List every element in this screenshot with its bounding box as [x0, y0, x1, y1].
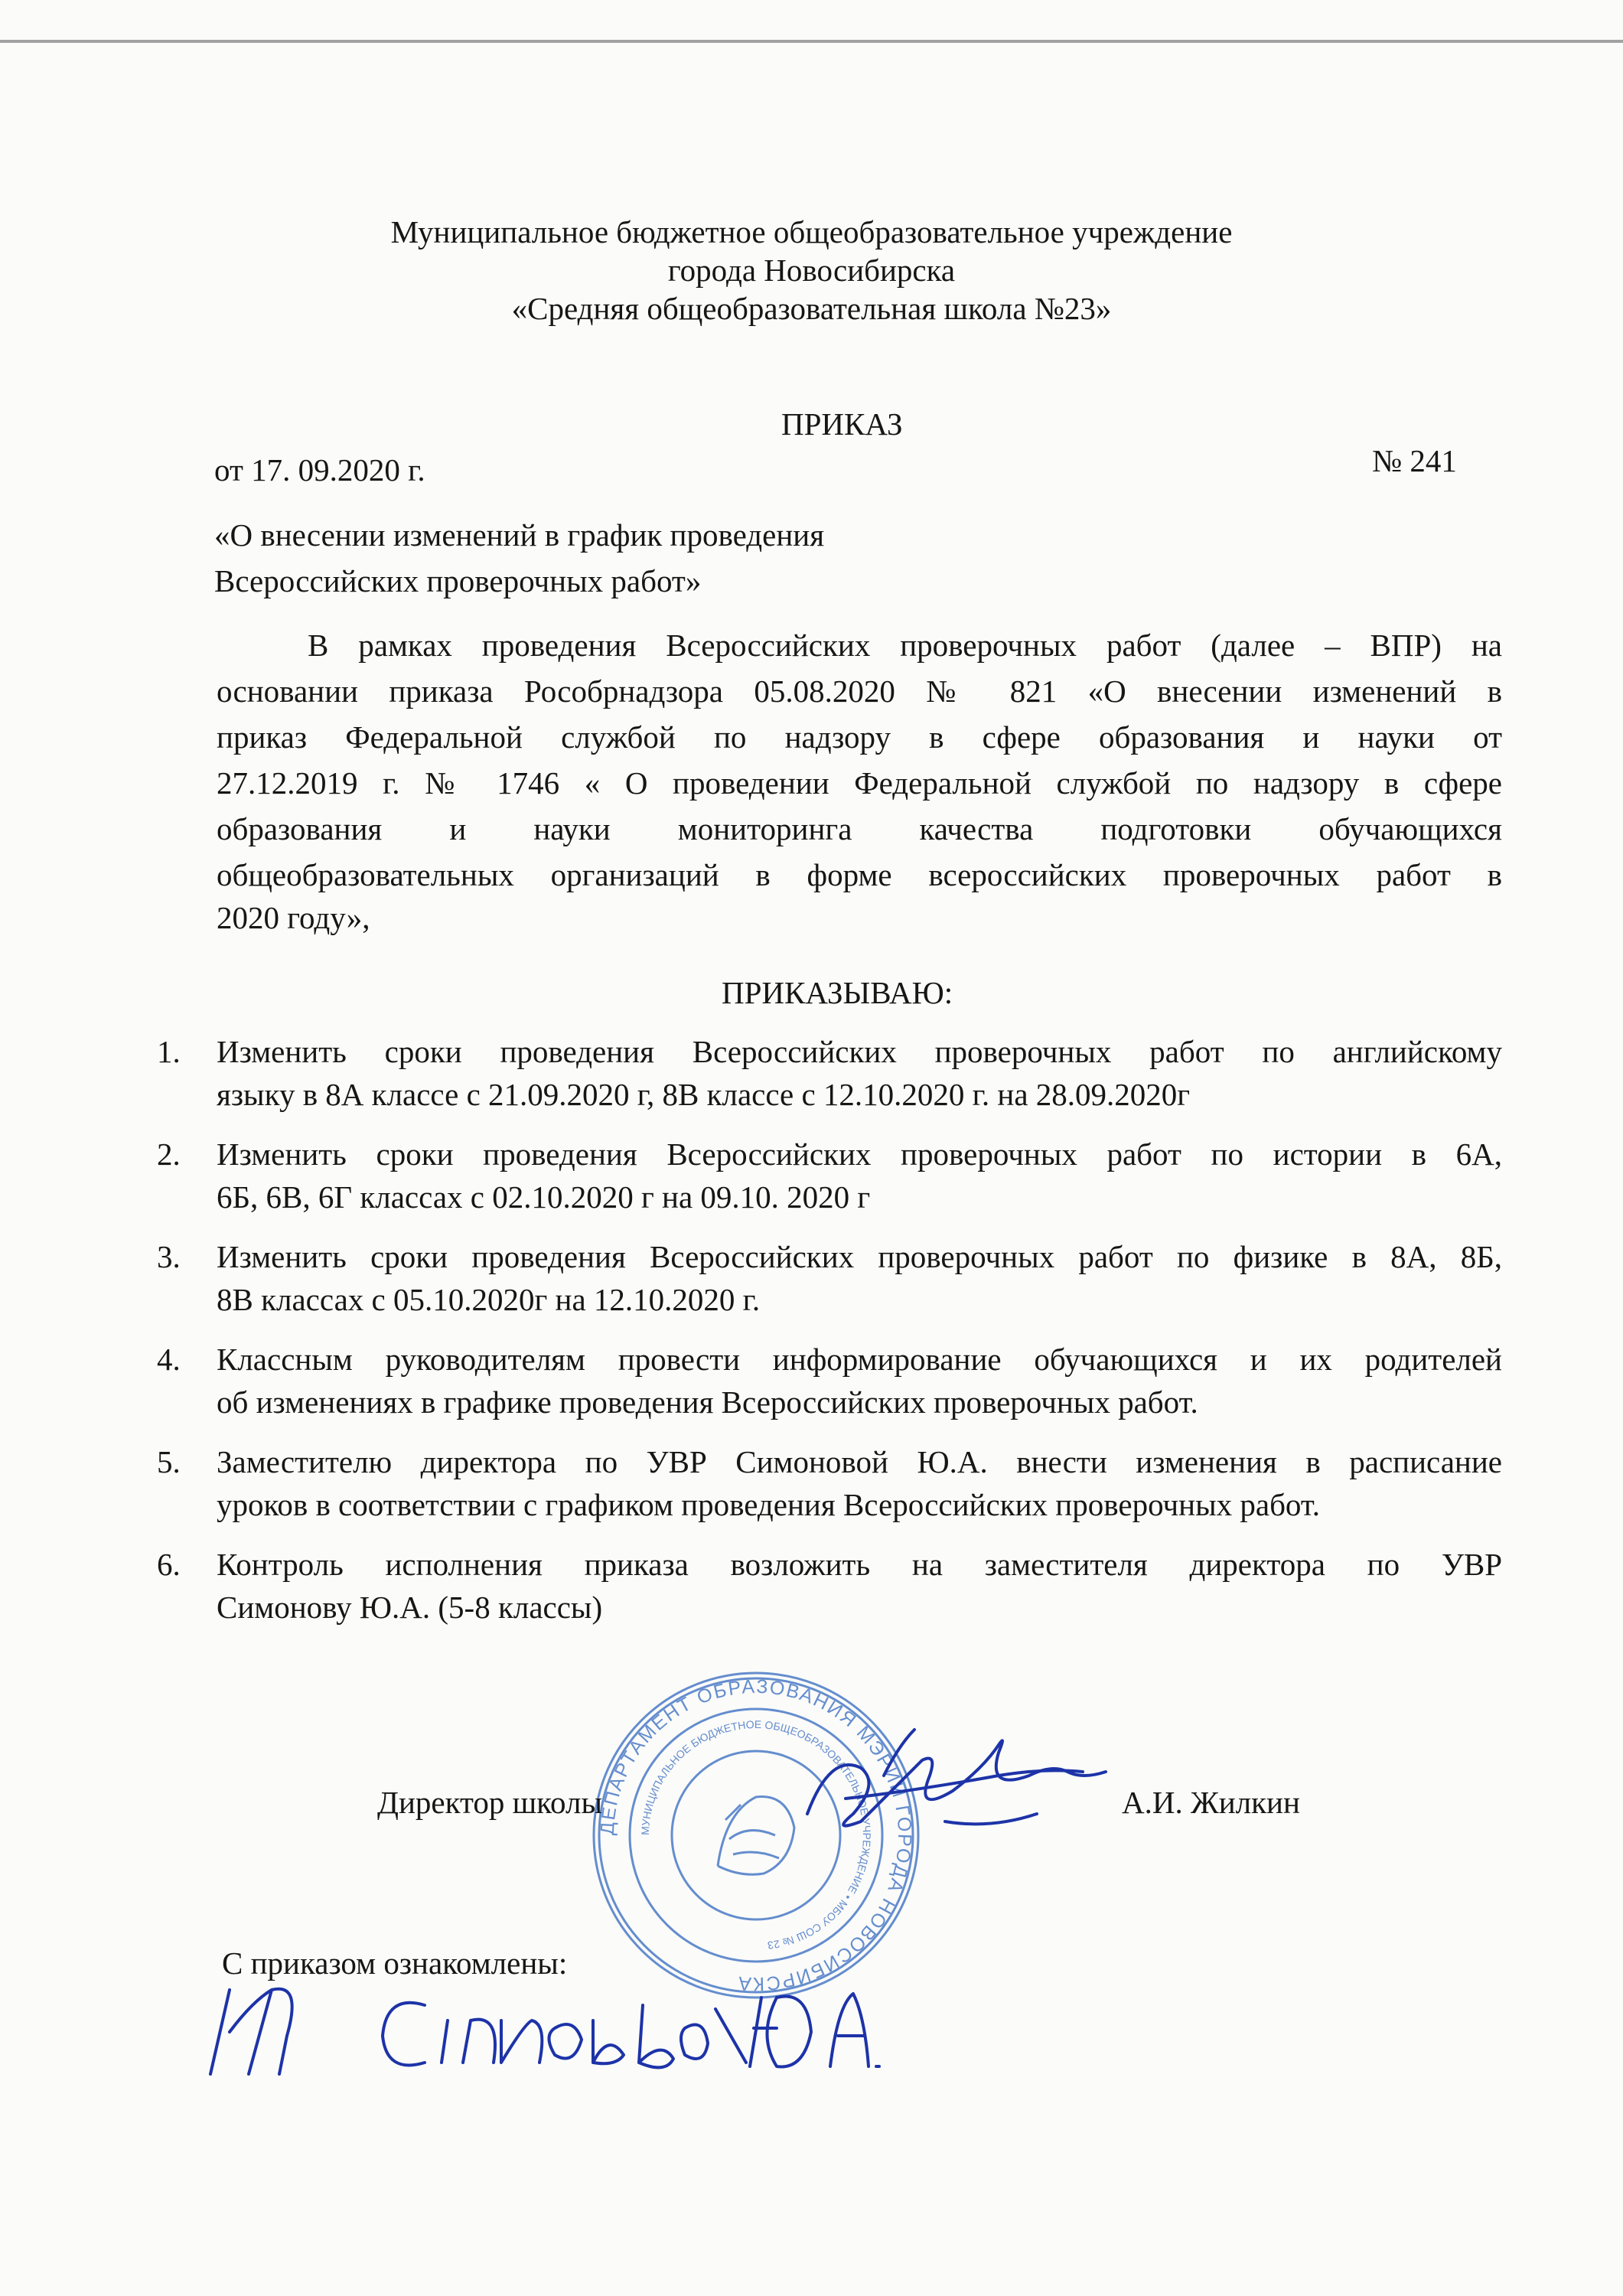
signature-name: А.И. Жилкин [1122, 1785, 1300, 1820]
preamble-line-1: В рамках проведения Всероссийских проверочных работ (далее – ВПР) на [308, 628, 1502, 663]
item-4-line1: Классным руководителям провести информирование обучающихся и их родителей [217, 1342, 1502, 1377]
item-3-number: 3. [157, 1239, 181, 1274]
item-2-line2: 6Б, 6В, 6Г классах с 02.10.2020 г на 09.10. 2020 г [217, 1179, 871, 1215]
preamble-line-7: 2020 году», [217, 900, 370, 935]
item-6-line1: Контроль исполнения приказа возложить на заместителя директора по УВР [217, 1547, 1502, 1582]
svg-text:ДЕПАРТАМЕНТ ОБРАЗОВАНИЯ МЭРИИ: ДЕПАРТАМЕНТ ОБРАЗОВАНИЯ МЭРИИ ГОРОДА НОВОСИБИРСКА [596, 1675, 916, 1995]
item-4-number: 4. [157, 1342, 181, 1377]
order-date: от 17. 09.2020 г. [214, 452, 425, 488]
header-institution-line3: «Средняя общеобразовательная школа №23» [511, 291, 1112, 326]
item-1-line1: Изменить сроки проведения Всероссийских проверочных работ по английскому [217, 1034, 1502, 1069]
header-institution-line1: Муниципальное бюджетное общеобразовательное учреждение [390, 214, 1233, 249]
order-number: № 241 [1372, 443, 1457, 478]
subject-line2: Всероссийских проверочных работ» [214, 563, 702, 598]
item-5-line2: уроков в соответствии с графиком проведения Всероссийских проверочных работ. [217, 1487, 1320, 1522]
acknowledgement-handwriting [195, 1975, 884, 2089]
header-institution-line2: города Новосибирска [667, 253, 956, 288]
command-heading: ПРИКАЗЫВАЮ: [722, 975, 953, 1010]
scan-top-edge [0, 40, 1623, 43]
preamble-line-6: общеобразовательных организаций в форме всероссийских проверочных работ в [217, 857, 1502, 892]
director-signature [792, 1707, 1113, 1860]
item-6-number: 6. [157, 1547, 181, 1582]
item-3-line2: 8В классах с 05.10.2020г на 12.10.2020 г. [217, 1282, 761, 1317]
item-3-line1: Изменить сроки проведения Всероссийских проверочных работ по физике в 8А, 8Б, [217, 1239, 1502, 1274]
order-title: ПРИКАЗ [781, 406, 903, 442]
signature-position: Директор школы [377, 1785, 602, 1820]
item-1-number: 1. [157, 1034, 181, 1069]
item-5-number: 5. [157, 1444, 181, 1479]
item-2-number: 2. [157, 1137, 181, 1172]
item-2-line1: Изменить сроки проведения Всероссийских проверочных работ по истории в 6А, [217, 1137, 1502, 1172]
subject-line1: «О внесении изменений в график проведения [214, 517, 825, 553]
svg-text:МУНИЦИПАЛЬНОЕ БЮДЖЕТНОЕ ОБЩЕОБ: МУНИЦИПАЛЬНОЕ БЮДЖЕТНОЕ ОБЩЕОБРАЗОВАТЕЛЬНОЕ УЧРЕЖДЕНИЕ • МБОУ СОШ № 23 [638, 1717, 874, 1952]
preamble-line-4: 27.12.2019 г. № 1746 « О проведении Федеральной службой по надзору в сфере [217, 765, 1502, 801]
preamble-line-5: образования и науки мониторинга качества подготовки обучающихся [217, 811, 1502, 846]
item-6-line2: Симонову Ю.А. (5-8 классы) [217, 1590, 603, 1625]
item-4-line2: об изменениях в графике проведения Всероссийских проверочных работ. [217, 1384, 1198, 1420]
preamble-line-2: основании приказа Рособрнадзора 05.08.2020 № 821 «О внесении изменений в [217, 673, 1502, 709]
item-1-line2: языку в 8А классе с 21.09.2020 г, 8В классе с 12.10.2020 г. на 28.09.2020г [217, 1077, 1191, 1112]
item-5-line1: Заместителю директора по УВР Симоновой Ю.А. внести изменения в расписание [217, 1444, 1502, 1479]
preamble-line-3: приказ Федеральной службой по надзору в сфере образования и науки от [217, 719, 1502, 755]
acknowledgement-label: С приказом ознакомлены: [222, 1945, 568, 1981]
